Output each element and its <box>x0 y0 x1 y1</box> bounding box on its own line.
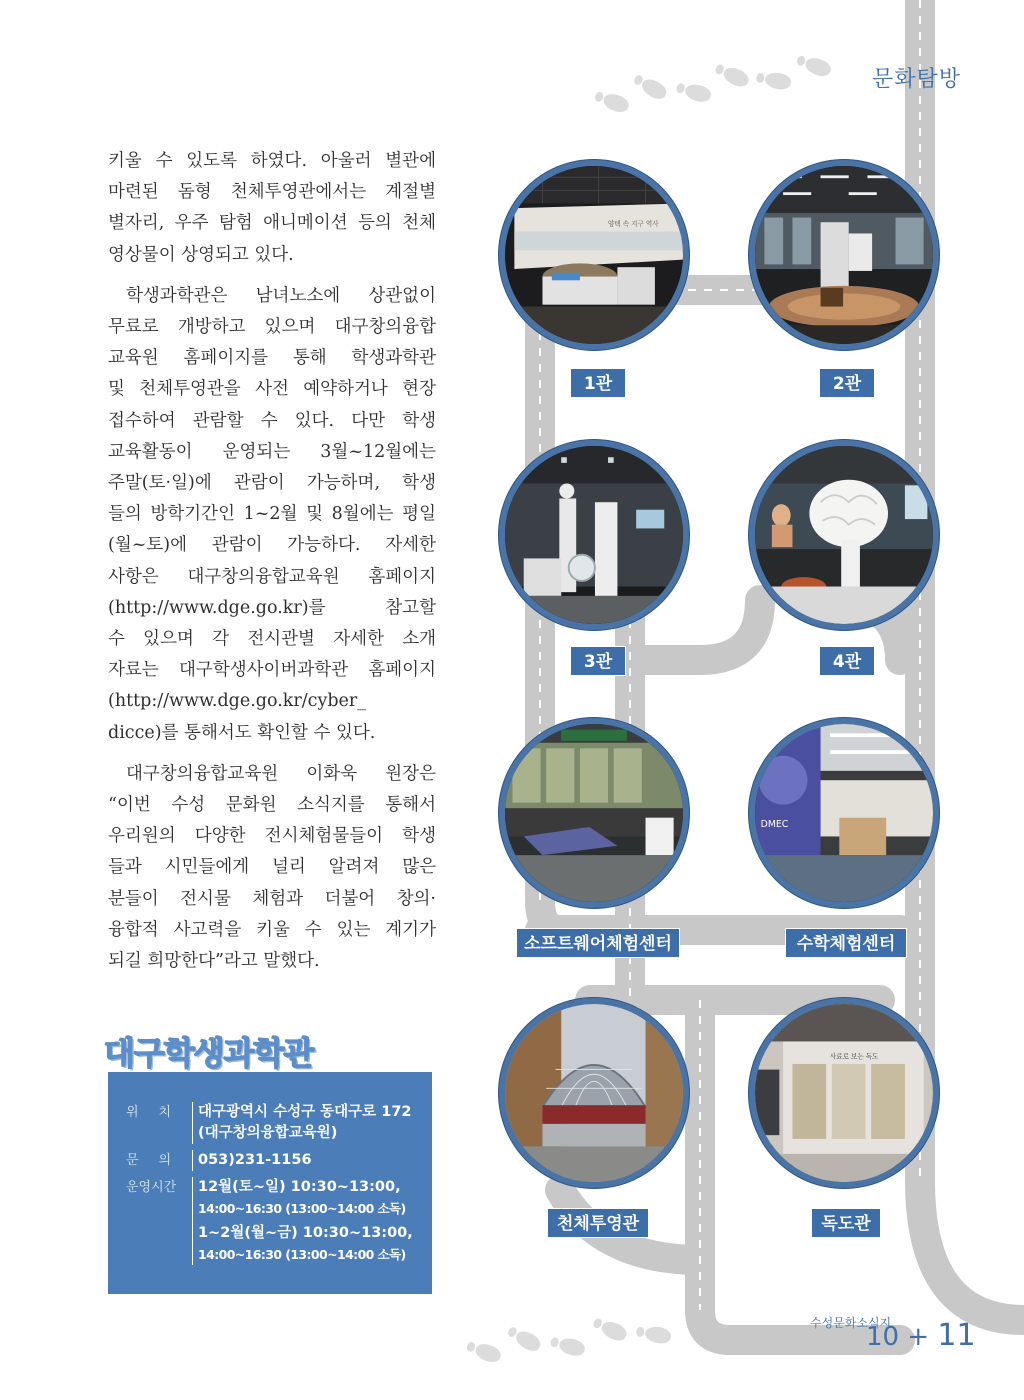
caption-hall-2: 2관 <box>819 368 875 398</box>
line: 및 천체투영관을 사전 예약하거나 현장 <box>108 379 436 400</box>
line: 학생과학관은 남녀노소에 상관없이 <box>126 285 436 306</box>
line: 들의 방학기간인 1~2월 및 8월에는 평일 <box>108 504 436 525</box>
paragraph-1 <box>108 146 436 271</box>
page-right: 11 <box>937 1318 976 1353</box>
line: 사항은 대구창의융합교육원 홈페이지 <box>108 566 436 587</box>
photo-software-center <box>499 718 689 908</box>
line: 교육원 홈페이지를 통해 학생과학관 <box>108 348 436 369</box>
caption-hall-1: 1관 <box>570 368 626 398</box>
photo-hall-3 <box>499 440 689 630</box>
line: (월~토)에 관람이 가능하다. 자세한 <box>108 535 436 556</box>
caption-software-center: 소프트웨어체험센터 <box>516 928 680 958</box>
footprints-top <box>600 40 860 120</box>
location-address: 대구광역시 수성구 동대구로 172 <box>198 1104 412 1120</box>
line: 자료는 대구학생사이버과학관 홈페이지 <box>108 660 436 681</box>
article-body <box>108 146 436 977</box>
line: 주말(토·일)에 관람이 가능하며, 학생 <box>108 473 436 494</box>
caption-hall-3: 3관 <box>570 646 626 676</box>
footer-page-numbers <box>866 1318 976 1353</box>
line: “이번 수성 문화원 소식지를 통해서 <box>108 795 436 816</box>
page-left: 10 <box>866 1322 900 1352</box>
line: 영상물이 상영되고 있다. <box>108 244 294 265</box>
hours-label: 운영시간 <box>126 1180 177 1195</box>
line: 수 있으며 각 전시관별 자세한 소개 <box>108 629 436 650</box>
caption-hall-4: 4관 <box>819 646 875 676</box>
caption-math-center: 수학체험센터 <box>785 928 907 958</box>
footprints-bottom <box>470 1300 730 1380</box>
location-row <box>126 1102 422 1144</box>
line: 대구창의융합교육원 이화욱 원장은 <box>126 763 436 784</box>
line: 접수하여 관람할 수 있다. 다만 학생 <box>108 410 436 431</box>
page-plus: + <box>907 1322 930 1352</box>
line: 분들이 전시물 체험과 더불어 창의· <box>108 888 436 909</box>
hours-line-1: 12월(토~일) 10:30~13:00, <box>198 1179 401 1195</box>
info-box <box>108 1072 432 1294</box>
line: dicce)를 통해서도 확인할 수 있다. <box>108 722 376 743</box>
paragraph-3 <box>108 759 436 977</box>
photo-hall-4 <box>749 440 939 630</box>
paragraph-2 <box>108 281 436 749</box>
line: 무료로 개방하고 있으며 대구창의융합 <box>108 317 436 338</box>
photo-planetarium <box>499 998 689 1188</box>
line: 교육활동이 운영되는 3월~12월에는 <box>108 441 436 462</box>
footer-magazine: 수성문화소식지 <box>810 1316 892 1330</box>
contact-row <box>126 1150 422 1171</box>
contact-label: 문의 <box>126 1153 192 1168</box>
location-label: 위치 <box>126 1105 192 1120</box>
hours-line-2: 14:00~16:30 (13:00~14:00 소독) <box>198 1201 406 1216</box>
location-value <box>192 1102 422 1144</box>
caption-planetarium: 천체투영관 <box>547 1208 649 1238</box>
info-title: 대구학생과학관 <box>104 1034 314 1072</box>
hours-value <box>192 1177 422 1265</box>
hours-line-4: 14:00~16:30 (13:00~14:00 소독) <box>198 1247 406 1262</box>
dokdo-sign: 사료로 보는 독도 <box>829 1052 879 1061</box>
line: 별자리, 우주 탐험 애니메이션 등의 천체 <box>108 213 436 234</box>
line: 융합적 사고력을 키울 수 있는 계기가 <box>108 919 436 940</box>
photo-hall-1 <box>499 160 689 350</box>
hours-line-3: 1~2월(월~금) 10:30~13:00, <box>198 1225 413 1241</box>
contact-value: 053)231-1156 <box>192 1150 422 1171</box>
photo-dokdo-hall <box>749 998 939 1188</box>
location-sub: (대구창의융합교육원) <box>198 1125 338 1141</box>
line: 마련된 돔형 천체투영관에서는 계절별 <box>108 182 436 203</box>
line: (http://www.dge.go.kr/cyber_ <box>108 691 367 712</box>
hall1-sign: 양택 속 지구 역사 <box>608 219 659 228</box>
section-label: 문화탐방 <box>872 67 962 92</box>
photo-math-center <box>749 718 939 908</box>
photo-hall-2 <box>749 160 939 350</box>
caption-dokdo-hall: 독도관 <box>811 1208 881 1238</box>
line: 되길 희망한다”라고 말했다. <box>108 951 320 972</box>
hours-row <box>126 1177 422 1265</box>
line: (http://www.dge.go.kr)를 참고할 <box>108 597 436 618</box>
line: 우리원의 다양한 전시체험물들이 학생 <box>108 826 436 847</box>
line: 키울 수 있도록 하였다. 아울러 별관에 <box>108 151 436 171</box>
line: 들과 시민들에게 널리 알려져 많은 <box>108 857 436 878</box>
math-sign: DMEC <box>760 819 789 831</box>
